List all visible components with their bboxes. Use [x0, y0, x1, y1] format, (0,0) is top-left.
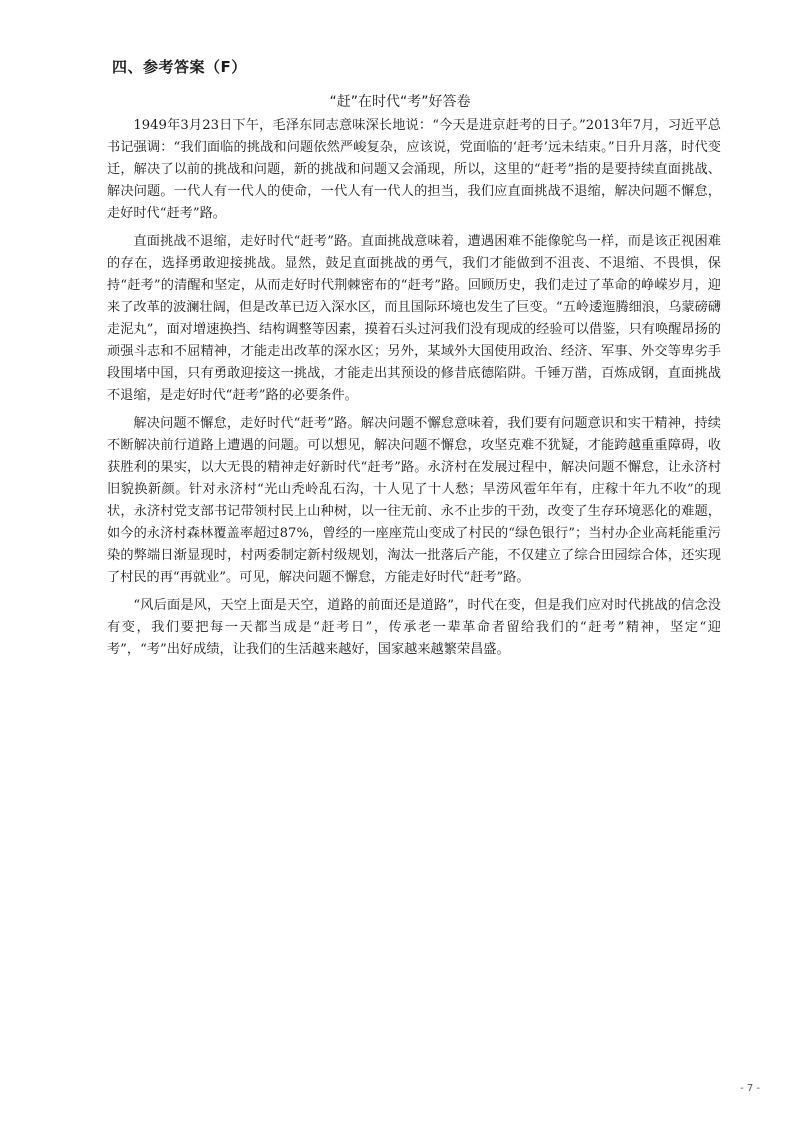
essay-paragraph: 1949年3月23日下午，毛泽东同志意味深长地说：“今天是进京赶考的日子。”2013年7月，习近平总书记强调：“我们面临的挑战和问题依然严峻复杂，应该说，党面临的‘赶考’远未结束。”日升月落，时代变迁，解决了以前的挑战和问题，新的挑战和问题又会涌现，所以，这里的“赶考”指的是要持续直面挑战、解决问题。一代人有一代人的使命，一代人有一代人的担当，我们应直面挑战不退缩，解决问题不懈怠，走好时代“赶考”路。	[107, 118, 721, 221]
essay-body	[107, 115, 721, 667]
essay-paragraph: “风后面是风，天空上面是天空，道路的前面还是道路”，时代在变，但是我们应对时代挑战的信念没有变，我们要把每一天都当成是“赶考日”，传承老一辈革命者留给我们的“赶考”精神，坚定“迎考”，“考”出好成绩，让我们的生活越来越好，国家越来越繁荣昌盛。	[107, 598, 721, 657]
essay-paragraph: 直面挑战不退缩，走好时代“赶考”路。直面挑战意味着，遭遇困难不能像鸵鸟一样，而是该正视困难的存在，选择勇敢迎接挑战。显然，鼓足直面挑战的勇气，我们才能做到不沮丧、不退缩、不畏惧，保持“赶考”的清醒和坚定，从而走好时代荆棘密布的“赶考”路。回顾历史，我们走过了革命的峥嵘岁月，迎来了改革的波澜壮阔，但是改革已迈入深水区，而且国际环境也发生了巨变。“五岭逶迤腾细浪，乌蒙磅礴走泥丸”，面对增速换挡、结构调整等因素，摸着石头过河我们没有现成的经验可以借鉴，只有唤醒昂扬的顽强斗志和不屈精神，才能走出改革的深水区；另外，某域外大国使用政治、经济、军事、外交等卑劣手段围堵中国，只有勇敢迎接这一挑战，才能走出其预设的修昔底德陷阱。千锤万凿，百炼成钢，直面挑战不退缩，是走好时代“赶考”路的必要条件。	[107, 234, 721, 403]
page-number: - 7 -	[740, 1083, 760, 1094]
essay-title: “赶”在时代“考”好答卷	[329, 94, 471, 110]
section-heading: 四、参考答案（F）	[112, 58, 247, 76]
essay-paragraph: 解决问题不懈怠，走好时代“赶考”路。解决问题不懈怠意味着，我们要有问题意识和实干精神，持续不断解决前行道路上遭遇的问题。可以想见，解决问题不懈怠，攻坚克难不犹疑，才能跨越重重障碍，收获胜利的果实，以大无畏的精神走好新时代“赶考”路。永济村在发展过程中，解决问题不懈怠，让永济村旧貌换新颜。针对永济村“光山秃岭乱石沟，十人见了十人愁；旱涝风雹年年有，庄稼十年九不收”的现状，永济村党支部书记带领村民上山种树，以一往无前、永不止步的干劲，改变了生存环境恶化的难题，如今的永济村森林覆盖率超过87%，曾经的一座座荒山变成了村民的“绿色银行”；当村办企业高耗能重污染的弊端日渐显现时，村两委制定新村级规划，淘汰一批落后产能，不仅建立了综合田园综合体，还实现了村民的再“再就业”。可见，解决问题不懈怠，方能走好时代“赶考”路。	[107, 416, 721, 585]
